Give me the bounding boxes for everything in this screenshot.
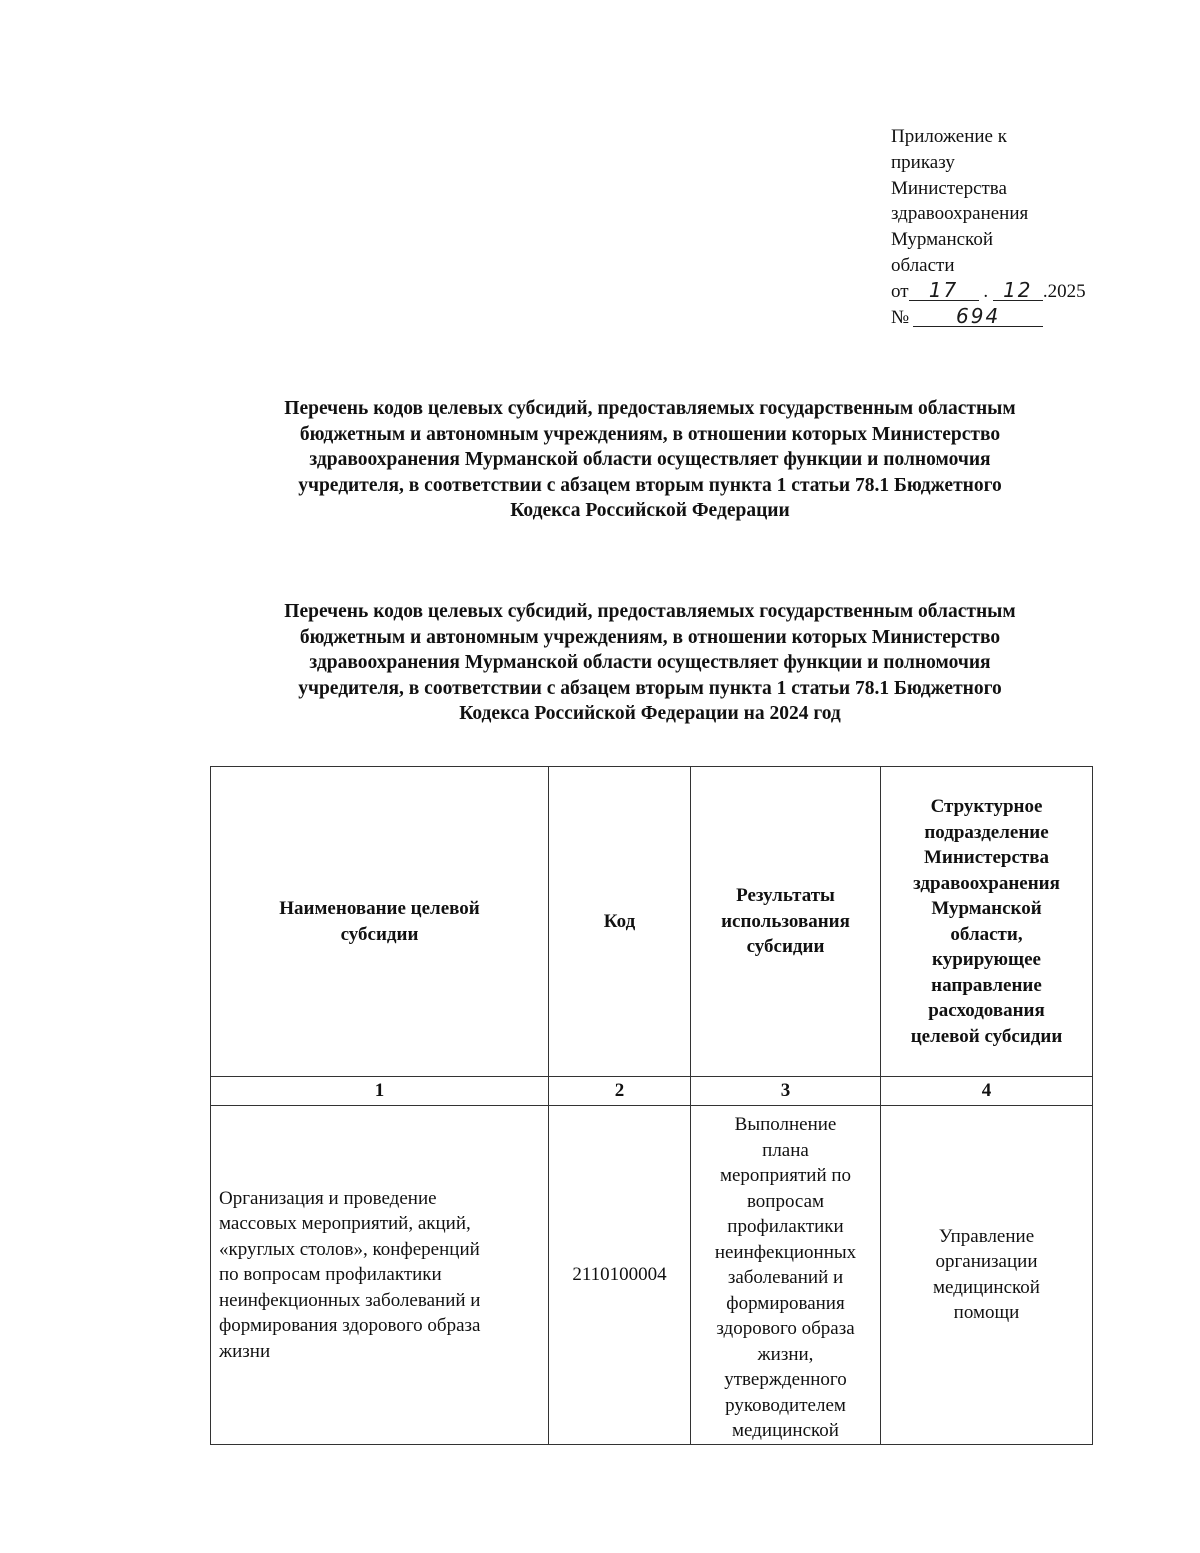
cell-code: 2110100004 — [549, 1106, 691, 1445]
cell-line: неинфекционных — [714, 1241, 857, 1263]
subsidy-table-wrapper — [210, 766, 1093, 1445]
header-results — [691, 767, 881, 1077]
date-day-handwritten: 17 — [909, 280, 979, 301]
title-line: учредителя, в соответствии с абзацем вторым пункта 1 статьи 78.1 Бюджетного — [298, 677, 1002, 699]
title-line: Кодекса Российской Федерации — [510, 500, 790, 521]
header-line: подразделение — [924, 821, 1049, 843]
header-department — [881, 767, 1093, 1077]
cell-line: жизни — [219, 1340, 271, 1362]
column-number: 4 — [881, 1077, 1093, 1106]
appendix-date-line — [891, 279, 1111, 305]
appendix-block — [891, 124, 1111, 330]
cell-line: помощи — [953, 1302, 1020, 1324]
cell-line: профилактики — [727, 1216, 844, 1237]
cell-line: организации — [935, 1251, 1038, 1273]
cell-line: «круглых столов», конференций — [219, 1238, 480, 1260]
column-number-row — [211, 1077, 1093, 1106]
header-line: расходования — [928, 1000, 1045, 1021]
title-line: Перечень кодов целевых субсидий, предоставляемых государственным областным — [284, 398, 1016, 419]
header-line: Министерства — [923, 847, 1050, 868]
appendix-line: Мурманской — [891, 229, 993, 251]
date-month-handwritten: 12 — [993, 280, 1043, 301]
header-line: целевой субсидии — [910, 1025, 1063, 1047]
cell-line: руководителем — [725, 1394, 846, 1416]
document-title — [160, 396, 1140, 524]
header-line: курирующее — [932, 949, 1041, 970]
appendix-number-line — [891, 305, 1111, 331]
column-number: 3 — [691, 1077, 881, 1106]
date-separator: . — [978, 280, 993, 302]
cell-line: плана — [762, 1139, 809, 1161]
cell-line: по вопросам профилактики — [219, 1264, 442, 1285]
appendix-line: Министерства — [891, 177, 1007, 199]
header-line: Наименование целевой — [279, 898, 480, 919]
header-line: направление — [931, 974, 1042, 996]
cell-line: вопросам — [746, 1190, 825, 1212]
date-prefix: от — [891, 280, 909, 302]
cell-line: формирования здорового образа — [219, 1315, 481, 1336]
cell-line: заболеваний и — [727, 1267, 844, 1288]
header-line: Структурное — [930, 796, 1043, 817]
date-year: .2025 — [1042, 280, 1086, 302]
cell-line: утвержденного — [724, 1369, 847, 1390]
column-number: 1 — [211, 1077, 549, 1106]
title-line: Кодекса Российской Федерации на 2024 год — [459, 703, 841, 724]
table-header-row — [211, 767, 1093, 1077]
header-line: субсидии — [746, 936, 825, 958]
header-line: Мурманской — [931, 898, 1042, 919]
title-line: Перечень кодов целевых субсидий, предоставляемых государственным областным — [284, 601, 1016, 622]
order-number-handwritten: 694 — [913, 306, 1043, 327]
cell-line: массовых мероприятий, акций, — [219, 1213, 471, 1234]
cell-results — [691, 1106, 881, 1445]
appendix-line: приказу — [891, 151, 955, 173]
header-line: использования — [721, 910, 850, 932]
header-subsidy-name — [211, 767, 549, 1077]
title-line: бюджетным и автономным учреждениям, в отношении которых Министерство — [299, 423, 1001, 445]
appendix-line: Приложение к — [891, 126, 1007, 147]
header-line: области, — [950, 923, 1023, 945]
title-line: учредителя, в соответствии с абзацем вторым пункта 1 статьи 78.1 Бюджетного — [298, 474, 1002, 496]
cell-line: медицинской — [732, 1420, 839, 1441]
header-line: здравоохранения — [913, 872, 1060, 894]
appendix-line: области — [891, 254, 955, 276]
cell-line: Организация и проведение — [219, 1187, 437, 1209]
header-line: Код — [603, 910, 636, 932]
title-line: здравоохранения Мурманской области осуществляет функции и полномочия — [309, 652, 991, 673]
cell-line: здорового образа — [716, 1318, 855, 1339]
number-prefix: № — [891, 306, 910, 328]
title-line: здравоохранения Мурманской области осуществляет функции и полномочия — [309, 449, 991, 470]
appendix-line: здравоохранения — [891, 203, 1029, 225]
title-line: бюджетным и автономным учреждениям, в отношении которых Министерство — [299, 626, 1001, 648]
cell-line: медицинской — [933, 1276, 1040, 1298]
cell-subsidy-name — [211, 1106, 549, 1445]
cell-line: жизни, — [757, 1343, 814, 1365]
cell-line: мероприятий по — [719, 1165, 852, 1186]
cell-line: формирования — [726, 1292, 845, 1314]
cell-line: неинфекционных заболеваний и — [219, 1289, 481, 1311]
list-title-2024 — [160, 599, 1140, 727]
cell-line: Выполнение — [734, 1114, 837, 1135]
cell-department — [881, 1106, 1093, 1445]
header-code — [549, 767, 691, 1077]
cell-line: Управление — [938, 1225, 1035, 1247]
column-number: 2 — [549, 1077, 691, 1106]
header-line: Результаты — [736, 885, 835, 907]
header-line: субсидии — [340, 923, 419, 945]
table-row — [211, 1106, 1093, 1445]
subsidy-codes-table — [210, 766, 1093, 1445]
